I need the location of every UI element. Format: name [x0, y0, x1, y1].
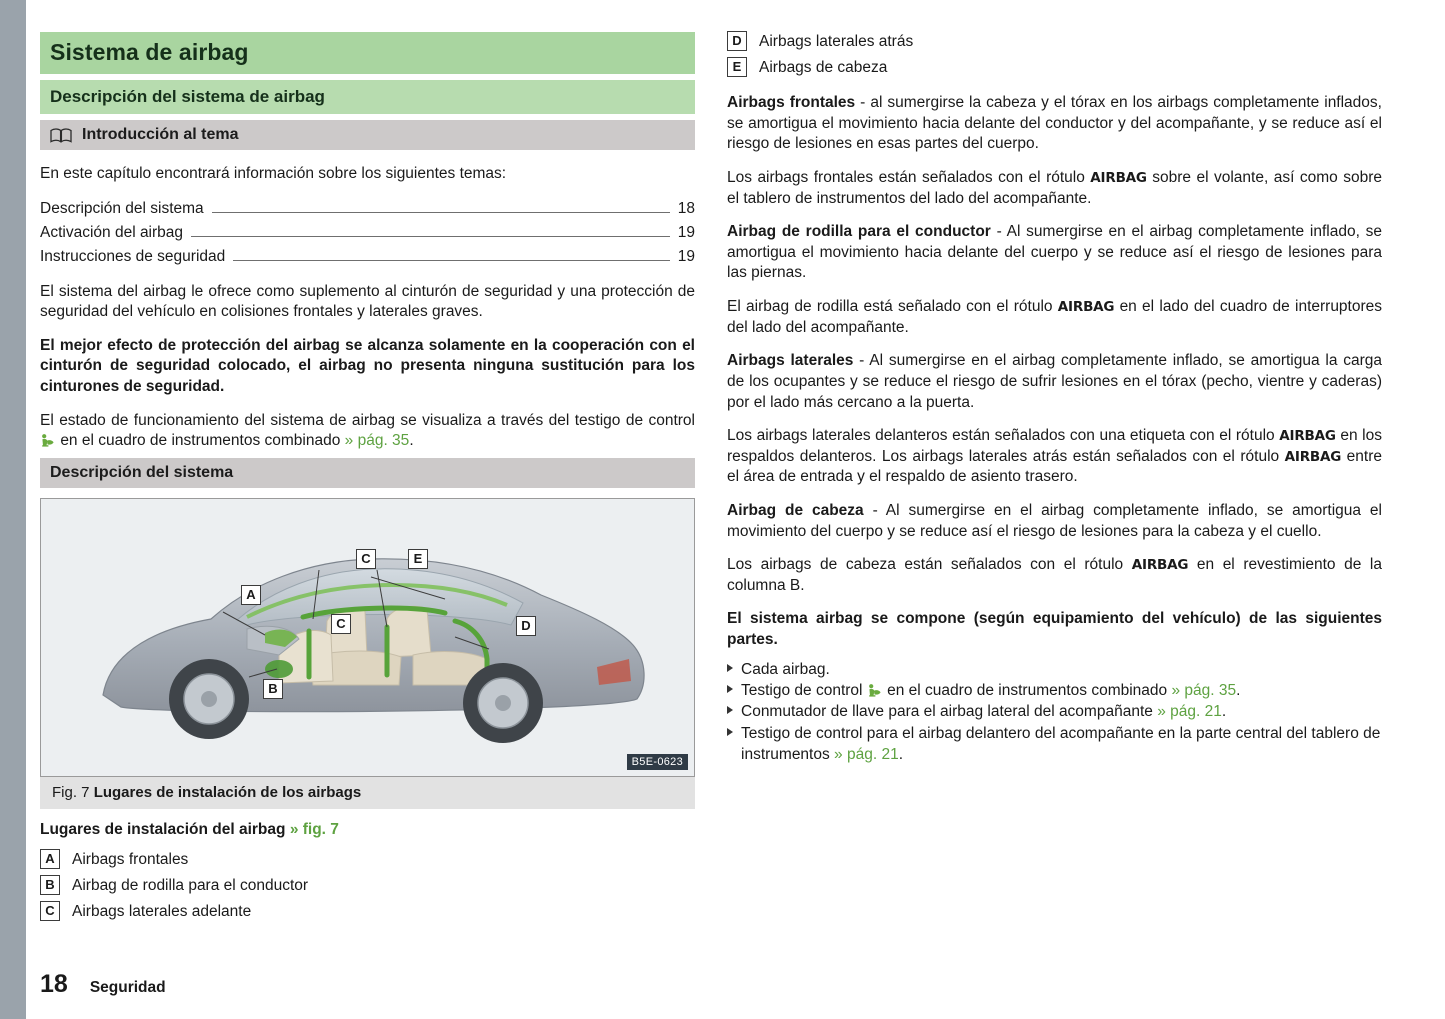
legend-label-e: Airbags de cabeza: [759, 59, 888, 77]
description-heading-band: [40, 458, 695, 488]
control-light-text-a: El estado de funcionamiento del sistema de airbag se visualiza a través del: [40, 411, 570, 429]
component-text-2a: Testigo de control: [741, 682, 863, 699]
toc-row[interactable]: [40, 245, 695, 269]
intro-heading-band: [40, 120, 695, 150]
frontal-marking-text-b: sobre el volante, así como sobre el tablero de instrumentos del lado del acompañante.: [727, 169, 1382, 207]
figure-caption-text: Lugares de instalación de los airbags: [93, 783, 362, 801]
toc-row[interactable]: [40, 197, 695, 221]
control-light-paragraph: [40, 411, 695, 452]
page-edge-bar: [0, 0, 26, 1019]
page-reference-link[interactable]: » pág. 35: [344, 432, 410, 450]
figure-code-label: B5E-0623: [627, 754, 688, 770]
toc-label: Activación del airbag: [40, 223, 184, 241]
legend-letter-b: B: [40, 875, 60, 895]
page-title: Sistema de airbag: [40, 32, 695, 74]
component-text-1: Cada airbag.: [741, 660, 830, 678]
right-column: [727, 28, 1382, 766]
airbag-label-knee: AIRBAG: [1057, 299, 1115, 316]
component-tail-2: .: [1236, 682, 1241, 699]
triangle-bullet-icon: [727, 685, 733, 693]
intro-paragraph-2: El mejor efecto de protección del airbag se alcanza solamente en la cooperación con el cinturón de seguridad colocado, el airbag no presenta ninguna sustitución para los cinturones de seguridad.: [40, 336, 695, 396]
toc-label: Descripción del sistema: [40, 199, 204, 217]
list-item: [727, 723, 1382, 766]
toc-page: 18: [677, 199, 695, 217]
toc-label: Instrucciones de seguridad: [40, 247, 226, 265]
legend-label-b: Airbag de rodilla para el conductor: [72, 877, 309, 895]
footer-page-number: 18: [40, 970, 68, 998]
toc-leader: [212, 203, 670, 213]
knee-airbag-marking: [727, 297, 1382, 338]
components-title: El sistema airbag se compone (según equipamiento del vehículo) de las siguientes partes.: [727, 610, 1382, 649]
side-marking-text-b: en los respaldos delanteros. Los airbags laterales atrás están señalados con el rótulo: [727, 427, 1382, 465]
airbag-figure: [40, 498, 695, 777]
airbag-warning-icon: [867, 683, 883, 698]
airbag-label-side-front: AIRBAG: [1279, 428, 1336, 445]
figure-callout-a: A: [241, 585, 261, 605]
book-icon: [50, 128, 72, 143]
side-marking-text-a: Los airbags laterales delanteros están señalados con una etiqueta con el rótulo: [727, 427, 1275, 445]
figure-callout-e: E: [408, 549, 428, 569]
legend-item-d: [727, 28, 1382, 54]
airbag-label-head: AIRBAG: [1131, 557, 1189, 574]
component-text-2b: en el cuadro de instrumentos combinado: [887, 682, 1168, 699]
knee-airbag-title: Airbag de rodilla para el conductor: [727, 223, 991, 241]
triangle-bullet-icon: [727, 664, 733, 672]
list-item: [727, 659, 1382, 680]
side-airbags-body: - Al sumergirse en el airbag completamente inflado, se amortigua la carga de los ocupantes y se reduce el riesgo de sufrir lesiones en el tórax (pecho, vientre y caderas) por el lado más cercano a la puerta.: [727, 352, 1382, 411]
section-subtitle: Descripción del sistema de airbag: [40, 80, 695, 114]
legend-block: [40, 821, 695, 924]
intro-paragraph-1: El sistema del airbag le ofrece como suplemento al cinturón de seguridad y una protección de seguridad del vehículo en colisiones frontales y laterales graves.: [40, 282, 695, 321]
page-footer: [40, 970, 166, 999]
airbag-label-frontal: AIRBAG: [1090, 170, 1147, 187]
airbag-warning-icon: [40, 433, 56, 448]
component-text-4: Testigo de control para el airbag delantero del acompañante en la parte central del tablero de instrumentos: [741, 724, 1381, 764]
head-airbag-paragraph: [727, 501, 1382, 542]
intro-lead: En este capítulo encontrará información sobre los siguientes temas:: [40, 165, 507, 182]
legend-label-c: Airbags laterales adelante: [72, 903, 252, 921]
control-light-text-b: testigo de control: [574, 411, 695, 429]
frontal-marking-text-a: Los airbags frontales están señalados con el rótulo: [727, 169, 1085, 187]
figure-callout-d: D: [516, 616, 536, 636]
frontal-airbags-paragraph: [727, 93, 1382, 155]
footer-section-name: Seguridad: [89, 979, 166, 996]
control-light-text-c: en el cuadro de instrumentos combinado: [60, 432, 341, 450]
page-reference-link[interactable]: » pág. 35: [1171, 682, 1237, 699]
figure-callout-b: B: [263, 679, 283, 699]
legend-title-text: Lugares de instalación del airbag: [40, 820, 286, 838]
knee-marking-text-a: El airbag de rodilla está señalado con el rótulo: [727, 298, 1053, 316]
table-of-contents: [40, 197, 695, 269]
frontal-airbags-title: Airbags frontales: [727, 94, 856, 112]
car-illustration: [41, 499, 694, 776]
page-reference-link[interactable]: » pág. 21: [1157, 703, 1222, 721]
knee-airbag-paragraph: [727, 222, 1382, 284]
head-marking-text-a: Los airbags de cabeza están señalados con el rótulo: [727, 556, 1124, 574]
head-marking-text-b: en el revestimiento de la columna B.: [727, 556, 1382, 594]
figure-reference-link[interactable]: » fig. 7: [289, 820, 339, 838]
component-text-3: Conmutador de llave para el airbag lateral del acompañante: [741, 703, 1153, 721]
legend-letter-a: A: [40, 849, 60, 869]
page-reference-link[interactable]: » pág. 21: [834, 746, 899, 764]
side-airbags-marking: [727, 426, 1382, 488]
triangle-bullet-icon: [727, 728, 733, 736]
toc-page: 19: [677, 247, 695, 265]
legend-label-d: Airbags laterales atrás: [759, 33, 914, 50]
figure-caption-label: Fig. 7: [52, 783, 90, 801]
legend-item-c: [40, 898, 695, 924]
control-light-end: .: [409, 432, 414, 450]
toc-page: 19: [677, 223, 695, 241]
legend-label-a: Airbags frontales: [72, 850, 189, 868]
toc-row[interactable]: [40, 221, 695, 245]
legend-item-b: [40, 872, 695, 898]
figure-caption: [40, 777, 695, 809]
legend-letter-c: C: [40, 901, 60, 921]
toc-leader: [233, 251, 669, 261]
figure-callout-c2: C: [331, 614, 351, 634]
head-airbag-body: - Al sumergirse en el airbag completamente inflado, se amortigua el movimiento del cuerpo y se reduce así el riesgo de lesiones para la cabeza y el cuello.: [727, 501, 1382, 540]
component-tail-3: .: [1221, 703, 1227, 721]
knee-airbag-body: - Al sumergirse en el airbag completamente inflado, se amortigua el movimiento hacia delante del cuerpo y se reduce así el riesgo de lesiones para las piernas.: [727, 223, 1382, 282]
left-column: [40, 32, 695, 924]
airbag-label-side-rear: AIRBAG: [1284, 448, 1342, 465]
knee-marking-text-b: en el lado del cuadro de interruptores del lado del acompañante.: [727, 298, 1383, 336]
side-airbags-paragraph: [727, 351, 1382, 413]
legend-item-a: [40, 846, 695, 872]
list-item: [727, 680, 1382, 701]
head-airbag-title: Airbag de cabeza: [727, 501, 864, 519]
legend-letter-d: D: [727, 31, 747, 51]
legend-letter-e: E: [727, 57, 747, 77]
side-marking-text-c: entre el área de entrada y el respaldo de asiento trasero.: [727, 447, 1382, 486]
component-tail-4: .: [898, 746, 904, 764]
intro-heading-label: Introducción al tema: [82, 126, 239, 143]
figure-callout-c1: C: [356, 549, 376, 569]
side-airbags-title: Airbags laterales: [727, 352, 854, 370]
description-heading-label: Descripción del sistema: [50, 463, 234, 481]
head-airbag-marking: [727, 555, 1382, 596]
frontal-airbags-body: - al sumergirse la cabeza y el tórax en los airbags completamente inflados, se amortigua el movimiento hacia delante del conductor y del acompañante, y se reduce así el riesgo de lesiones en esas partes del cuerpo.: [727, 94, 1382, 153]
triangle-bullet-icon: [727, 706, 733, 714]
toc-leader: [191, 227, 670, 237]
legend-item-e: [727, 54, 1382, 80]
legend-title: [40, 821, 695, 839]
list-item: [727, 701, 1382, 722]
frontal-airbags-marking: [727, 168, 1382, 209]
components-list: [727, 659, 1382, 766]
